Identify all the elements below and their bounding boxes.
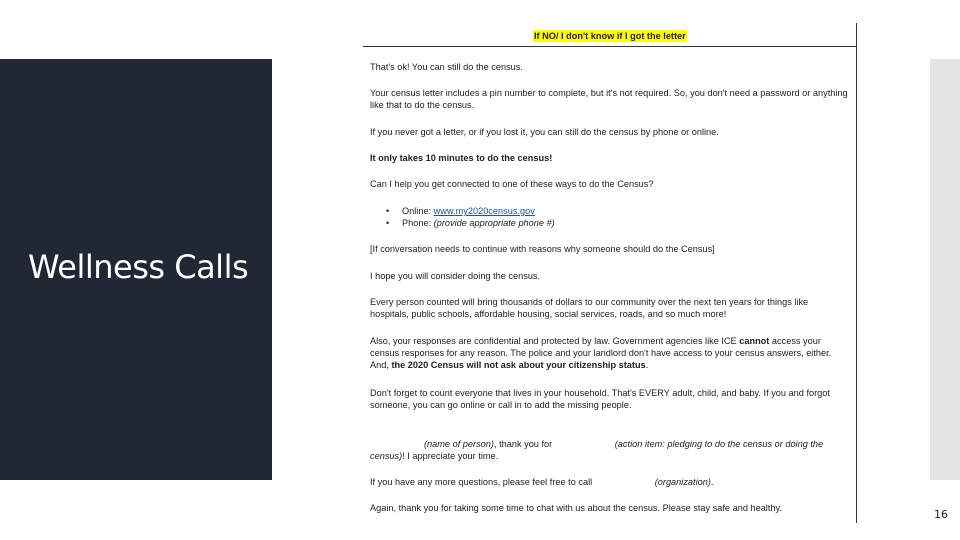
confidential-text-2: access your census responses for any reason. The police and your landlord don't have access to your census answers, either. And, — [370, 336, 832, 370]
placeholder-name-of-person: (name of person) — [424, 439, 494, 449]
bullet-dot: • — [386, 218, 390, 228]
document-header-rule — [363, 46, 857, 47]
confidential-text-1: Also, your responses are confidential and protected by law. Government agencies like ICE — [370, 336, 740, 346]
confidential-period: . — [645, 360, 649, 370]
paragraph-count-everyone: Don't forget to count everyone that lives in your household. That's EVERY adult, child, and baby. If you and forgot someone, you can go online or call in to add the missing people. — [370, 388, 830, 410]
thank-you-text-end: ! I appreciate your time. — [402, 451, 499, 461]
census-link[interactable]: www.my2020census.gov — [433, 206, 535, 216]
questions-text: If you have any more questions, please feel free to call — [370, 477, 595, 487]
paragraph-every-person-text: Every person counted will bring thousands of dollars to our community over the next ten years for things like hospitals, public schools, affordable housing, social services, roads, and so much more! — [370, 297, 809, 319]
slide-title: Wellness Calls — [28, 248, 249, 286]
paragraph-every-person — [370, 296, 848, 320]
paragraph-10-minutes: It only takes 10 minutes to do the census! — [370, 153, 553, 163]
thank-you-text: , thank you for — [493, 439, 555, 449]
bullet-phone-value: (provide appropriate phone #) — [433, 218, 555, 228]
bullet-phone-label: Phone: — [402, 218, 434, 228]
document-header: If NO/ I don't know if I got the letter — [534, 31, 686, 41]
paragraph-questions — [370, 476, 848, 488]
paragraph-thank-you — [370, 438, 848, 462]
paragraph-pin: Your census letter includes a pin number to complete, but it's not required. So, you don't need a password or anything like that to do the census. — [370, 88, 848, 110]
bullet-online-label: Online: — [402, 206, 434, 216]
document-border-right — [856, 23, 857, 523]
paragraph-closing: Again, thank you for taking some time to chat with us about the census. Please stay safe and healthy. — [370, 503, 782, 513]
page-number: 16 — [934, 508, 948, 521]
paragraph-no-letter: If you never got a letter, or if you lost it, you can still do the census by phone or online. — [370, 127, 719, 137]
confidential-citizenship: the 2020 Census will not ask about your citizenship status — [391, 360, 646, 370]
paragraph-hope: I hope you will consider doing the census. — [370, 271, 541, 281]
bullet-phone-text — [402, 217, 555, 229]
placeholder-action-item: (action item: pledging to do the census or doing the census) — [370, 439, 824, 461]
confidential-cannot: cannot — [739, 336, 770, 346]
paragraph-confidential — [370, 335, 848, 371]
paragraph-help-connect: Can I help you get connected to one of these ways to do the Census? — [370, 179, 654, 189]
bullet-online-text — [402, 205, 535, 217]
placeholder-organization: (organization) — [654, 477, 711, 487]
bullet-dot: • — [386, 206, 390, 216]
right-accent-strip — [930, 59, 960, 480]
paragraph-ok: That's ok! You can still do the census. — [370, 62, 523, 72]
questions-period: . — [710, 477, 714, 487]
paragraph-conversation-note: [If conversation needs to continue with reasons why someone should do the Census] — [370, 244, 715, 254]
